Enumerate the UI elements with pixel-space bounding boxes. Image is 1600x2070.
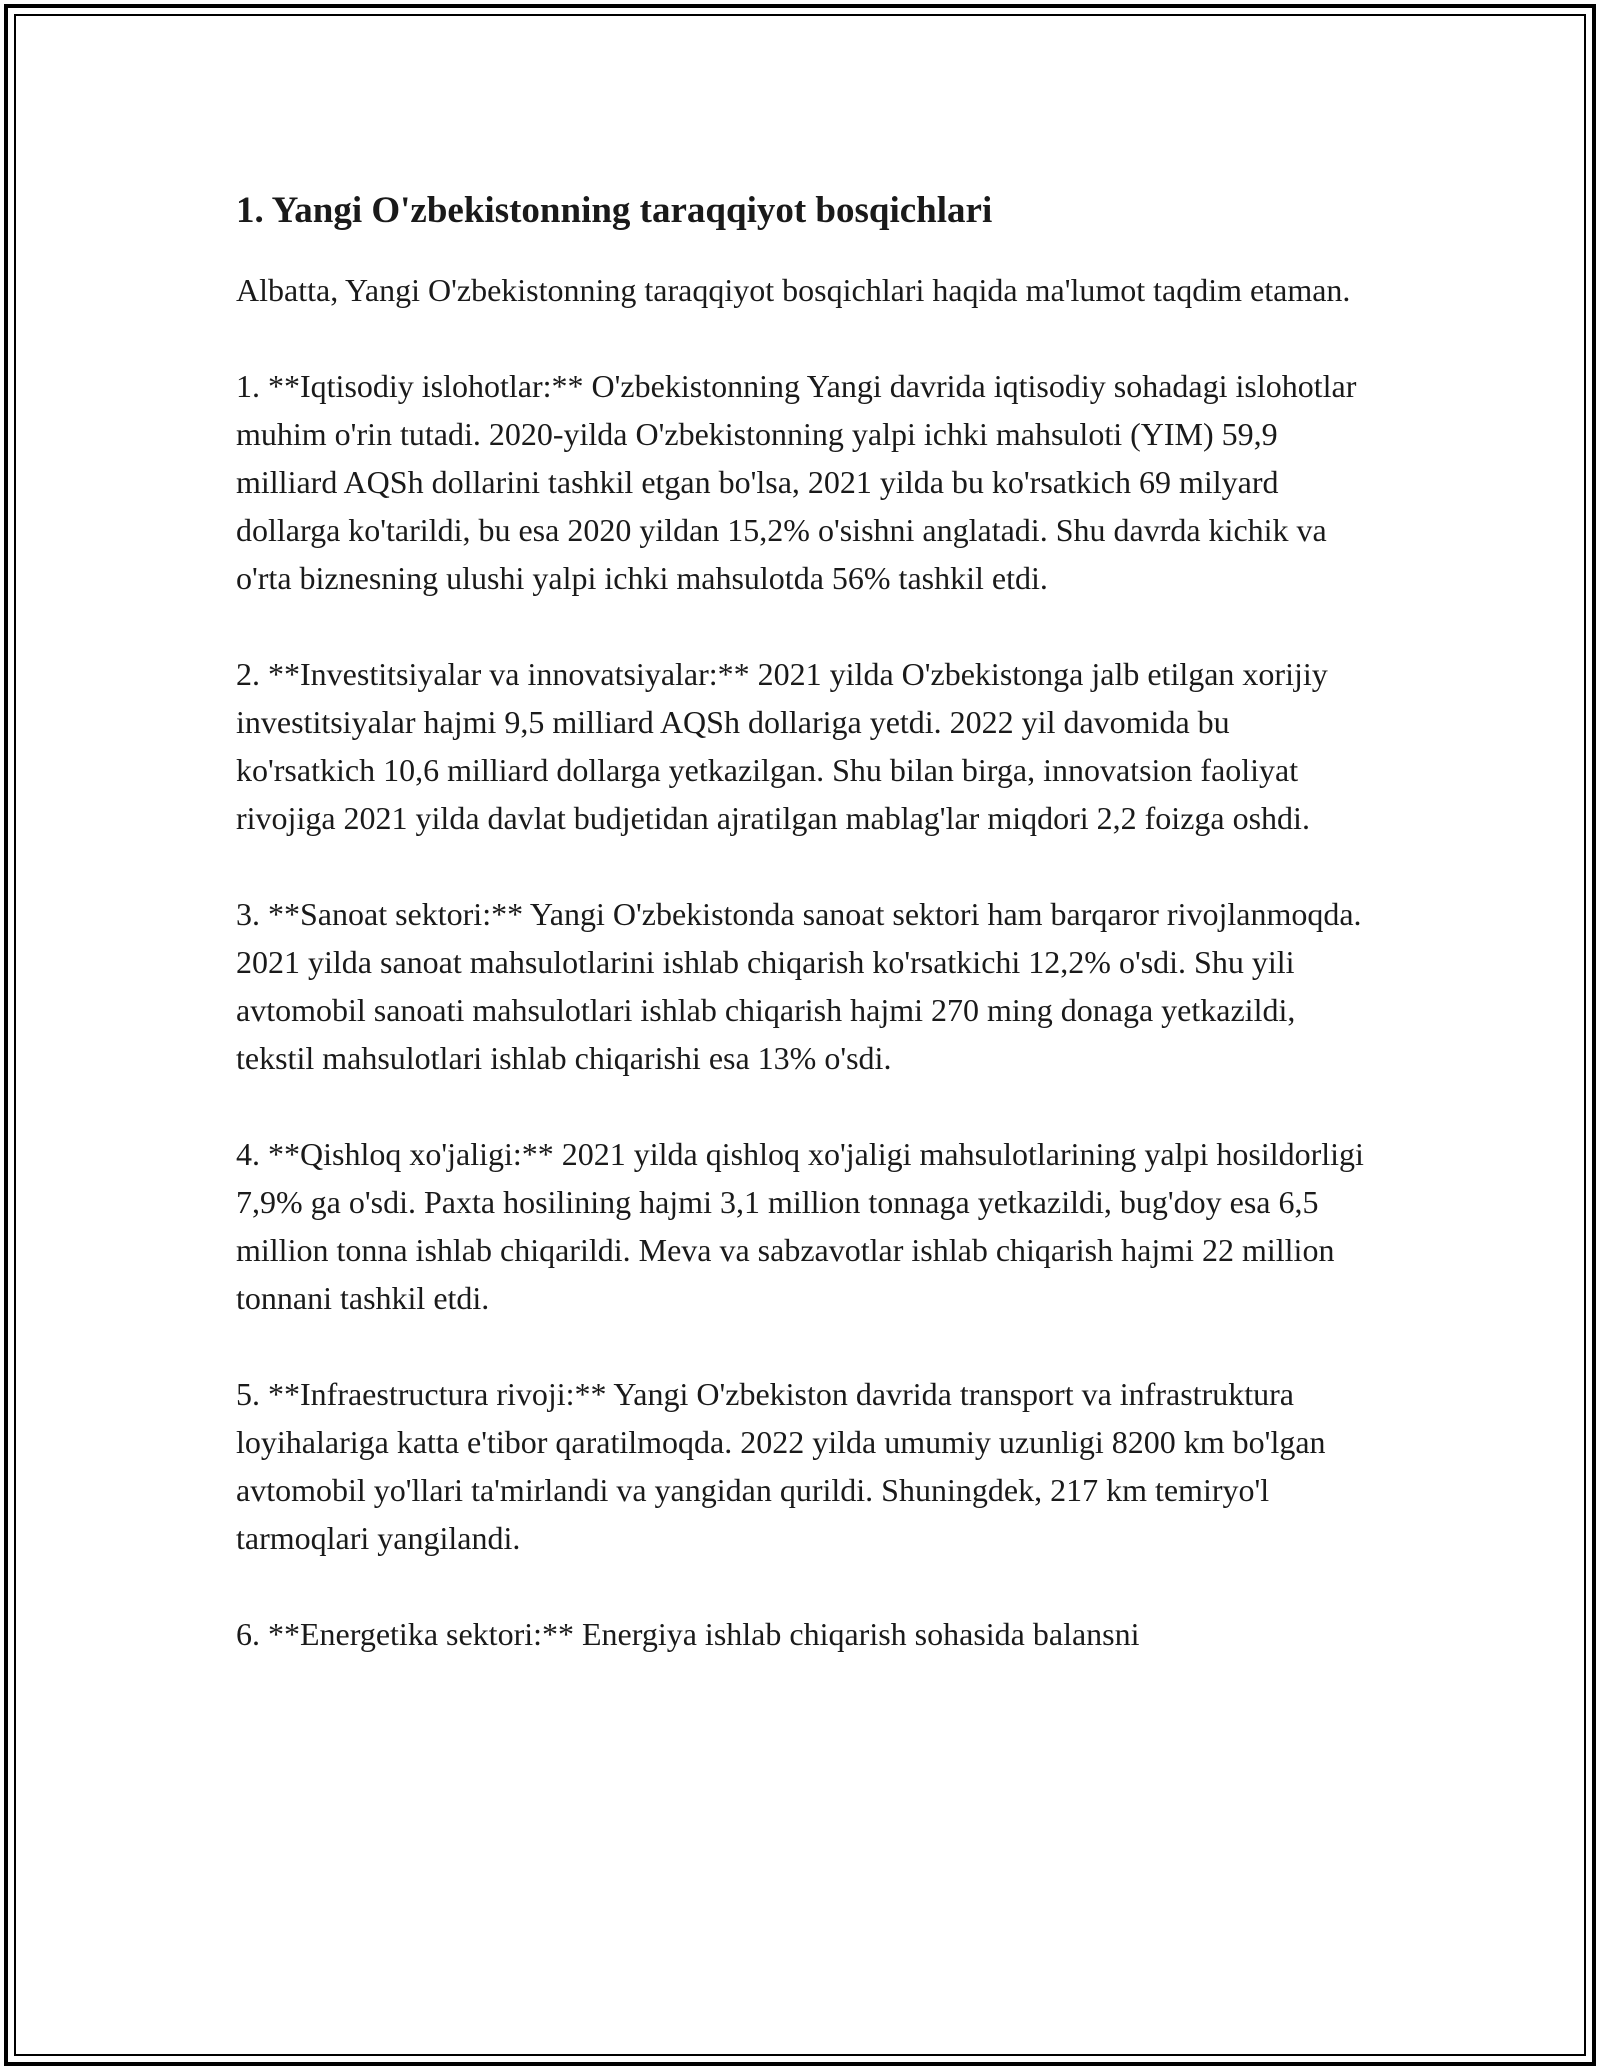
section-paragraph-5: 5. **Infraestructura rivoji:** Yangi O'zbekiston davrida transport va infrastruktura loyihalariga katta e'tibor qaratilmoqda. 2022 yilda umumiy uzunligi 8200 km bo'lgan avtomobil yo'llari ta'mirlandi va yangidan qurildi. Shuningdek, 217 km temiryo'l tarmoqlari yangilandi. bbox=[236, 1376, 1326, 1556]
section-paragraph-3: 3. **Sanoat sektori:** Yangi O'zbekistonda sanoat sektori ham barqaror rivojlanmoqda. 2021 yilda sanoat mahsulotlarini ishlab chiqarish ko'rsatkichi 12,2% o'sdi. Shu yili avtomobil sanoati mahsulotlari ishlab chiqarish hajmi 270 ming donaga yetkazildi, tekstil mahsulotlari ishlab chiqarishi esa 13% o'sdi. bbox=[236, 896, 1362, 1076]
section-paragraph-1: 1. **Iqtisodiy islohotlar:** O'zbekistonning Yangi davrida iqtisodiy sohadagi islohotlar muhim o'rin tutadi. 2020-yilda O'zbekistonning yalpi ichki mahsuloti (YIM) 59,9 milliard AQSh dollarini tashkil etgan bo'lsa, 2021 yilda bu ko'rsatkich 69 milyard dollarga ko'tarildi, bu esa 2020 yildan 15,2% o'sishni anglatadi. Shu davrda kichik va o'rta biznesning ulushi yalpi ichki mahsulotda 56% tashkil etdi. bbox=[236, 368, 1357, 596]
document-body bbox=[236, 186, 1376, 1658]
section-paragraph-6: 6. **Energetika sektori:** Energiya ishlab chiqarish sohasida balansni bbox=[236, 1616, 1140, 1652]
document-title: 1. Yangi O'zbekistonning taraqqiyot bosqichlari bbox=[236, 190, 993, 231]
section-paragraph-4: 4. **Qishloq xo'jaligi:** 2021 yilda qishloq xo'jaligi mahsulotlarining yalpi hosildorligi 7,9% ga o'sdi. Paxta hosilining hajmi 3,1 million tonnaga yetkazildi, bug'doy esa 6,5 million tonna ishlab chiqarildi. Meva va sabzavotlar ishlab chiqarish hajmi 22 million tonnani tashkil etdi. bbox=[236, 1136, 1364, 1316]
intro-paragraph: Albatta, Yangi O'zbekistonning taraqqiyot bosqichlari haqida ma'lumot taqdim etaman. bbox=[236, 272, 1351, 308]
section-paragraph-2: 2. **Investitsiyalar va innovatsiyalar:** 2021 yilda O'zbekistonga jalb etilgan xorijiy investitsiyalar hajmi 9,5 milliard AQSh dollariga yetdi. 2022 yil davomida bu ko'rsatkich 10,6 milliard dollarga yetkazilgan. Shu bilan birga, innovatsion faoliyat rivojiga 2021 yilda davlat budjetidan ajratilgan mablag'lar miqdori 2,2 foizga oshdi. bbox=[236, 656, 1328, 836]
